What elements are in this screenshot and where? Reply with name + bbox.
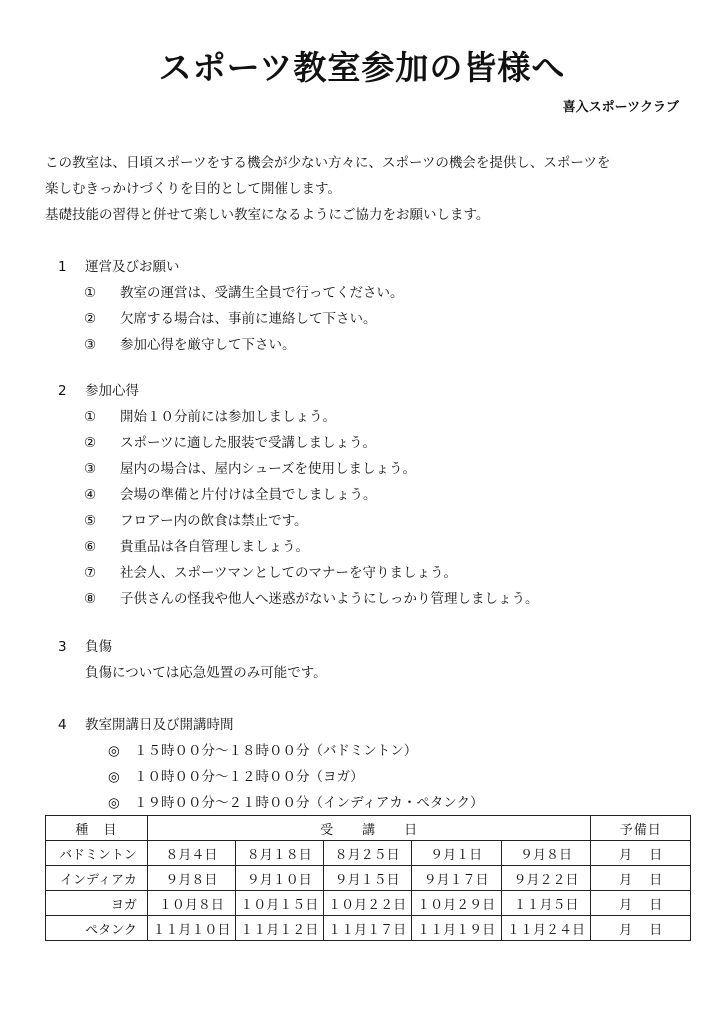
date-cell: ９月８日	[501, 841, 591, 866]
organization-name: 喜入スポーツクラブ	[562, 100, 679, 115]
list-marker: ③	[84, 461, 97, 477]
date-cell: １１月５日	[501, 891, 591, 916]
table-row	[46, 866, 691, 891]
list-item	[84, 482, 539, 508]
header-event: 種 目	[46, 816, 148, 841]
list-item	[84, 560, 539, 586]
list-item	[84, 534, 539, 560]
reserve-cell: 月 日	[591, 891, 691, 916]
date-cell: ９月１５日	[323, 866, 411, 891]
list-marker: ⑧	[84, 591, 97, 607]
list-item	[84, 306, 404, 332]
list-marker: ②	[84, 311, 97, 327]
schedule-table	[45, 815, 691, 941]
list-text: 欠席する場合は、事前に連絡して下さい。	[120, 311, 377, 327]
reserve-cell: 月 日	[591, 841, 691, 866]
section-heading-text: 運営及びお願い	[85, 259, 180, 275]
table-header-row	[46, 816, 691, 841]
intro-line: この教室は、日頃スポーツをする機会が少ない方々に、スポーツの機会を提供し、スポーツを	[45, 155, 611, 171]
section-heading-text: 教室開講日及び開講時間	[85, 717, 234, 733]
bullseye-icon: ◎	[108, 769, 120, 785]
list-item	[84, 280, 404, 306]
list-marker: ②	[84, 435, 97, 451]
date-cell: ８月４日	[147, 841, 235, 866]
list-marker: ①	[84, 409, 97, 425]
date-cell: １１月１９日	[411, 916, 501, 941]
date-cell: １１月１０日	[147, 916, 235, 941]
list-text: 屋内の場合は、屋内シューズを使用しましょう。	[120, 461, 417, 477]
list-item	[84, 456, 539, 482]
section-body: 負傷については応急処置のみ可能です。	[85, 665, 327, 681]
list-text: 子供さんの怪我や他人へ迷惑がないようにしっかり管理しましょう。	[120, 591, 539, 607]
list-text: 教室の運営は、受講生全員で行ってください。	[120, 285, 404, 301]
list-marker: ①	[84, 285, 97, 301]
event-name: ヨガ	[46, 891, 148, 916]
list-text: 参加心得を厳守して下さい。	[120, 337, 296, 353]
time-item	[108, 764, 484, 790]
header-reserve: 予備日	[591, 816, 691, 841]
list-text: 会場の準備と片付けは全員でしましょう。	[120, 487, 377, 503]
section-list	[58, 280, 404, 358]
list-item	[84, 404, 539, 430]
event-name: ペタンク	[46, 916, 148, 941]
table-row	[46, 891, 691, 916]
date-cell: １１月２４日	[501, 916, 591, 941]
header-dates: 受 講 日	[147, 816, 591, 841]
date-cell: ８月２５日	[323, 841, 411, 866]
date-cell: １０月１５日	[235, 891, 323, 916]
date-cell: １１月１７日	[323, 916, 411, 941]
section-heading	[58, 634, 327, 660]
section-heading-text: 参加心得	[85, 383, 139, 399]
event-name: インディアカ	[46, 866, 148, 891]
reserve-cell: 月 日	[591, 916, 691, 941]
list-text: フロアー内の飲食は禁止です。	[120, 513, 308, 529]
table-row	[46, 841, 691, 866]
list-item	[84, 430, 539, 456]
time-item	[108, 790, 484, 816]
time-text: １５時００分～１８時００分（バドミントン）	[134, 743, 418, 759]
section-injury	[58, 634, 327, 686]
list-item	[84, 586, 539, 612]
date-cell: １０月８日	[147, 891, 235, 916]
time-text: １９時００分～２１時００分（インディアカ・ペタンク）	[134, 795, 484, 811]
time-list	[58, 738, 484, 816]
table-row	[46, 916, 691, 941]
intro-line: 基礎技能の習得と併せて楽しい教室になるようにご協力をお願いします。	[45, 207, 490, 223]
time-item	[108, 738, 484, 764]
list-item	[84, 508, 539, 534]
section-heading-text: 負傷	[85, 639, 112, 655]
section-schedule	[58, 712, 484, 816]
date-cell: １１月１２日	[235, 916, 323, 941]
time-text: １０時００分～１２時００分（ヨガ）	[134, 769, 364, 785]
date-cell: ８月１８日	[235, 841, 323, 866]
intro-line: 楽しむきっかけづくりを目的として開催します。	[45, 181, 341, 197]
list-text: 開始１０分前には参加しましょう。	[120, 409, 336, 425]
list-text: 社会人、スポーツマンとしてのマナーを守りましょう。	[120, 565, 457, 581]
section-list	[58, 404, 539, 612]
list-marker: ③	[84, 337, 97, 353]
section-number: 3	[58, 639, 67, 655]
date-cell: ９月１０日	[235, 866, 323, 891]
list-marker: ⑥	[84, 539, 97, 555]
section-operations	[58, 254, 404, 358]
page-title: スポーツ教室参加の皆様へ	[158, 48, 566, 87]
reserve-cell: 月 日	[591, 866, 691, 891]
section-heading	[58, 254, 404, 280]
bullseye-icon: ◎	[108, 795, 120, 811]
date-cell: ９月１日	[411, 841, 501, 866]
section-participation-rules	[58, 378, 539, 612]
section-number: 4	[58, 717, 67, 733]
list-text: スポーツに適した服装で受講しましょう。	[120, 435, 376, 451]
date-cell: １０月２２日	[323, 891, 411, 916]
date-cell: ９月８日	[147, 866, 235, 891]
list-marker: ⑤	[84, 513, 97, 529]
section-heading	[58, 378, 539, 404]
intro-paragraph	[45, 150, 610, 228]
date-cell: ９月１７日	[411, 866, 501, 891]
list-marker: ⑦	[84, 565, 97, 581]
list-item	[84, 332, 404, 358]
list-text: 貴重品は各自管理しましょう。	[120, 539, 309, 555]
list-marker: ④	[84, 487, 97, 503]
section-heading	[58, 712, 484, 738]
section-number: 1	[58, 259, 67, 275]
date-cell: １０月２９日	[411, 891, 501, 916]
date-cell: ９月２２日	[501, 866, 591, 891]
event-name: バドミントン	[46, 841, 148, 866]
bullseye-icon: ◎	[108, 743, 120, 759]
section-number: 2	[58, 383, 67, 399]
